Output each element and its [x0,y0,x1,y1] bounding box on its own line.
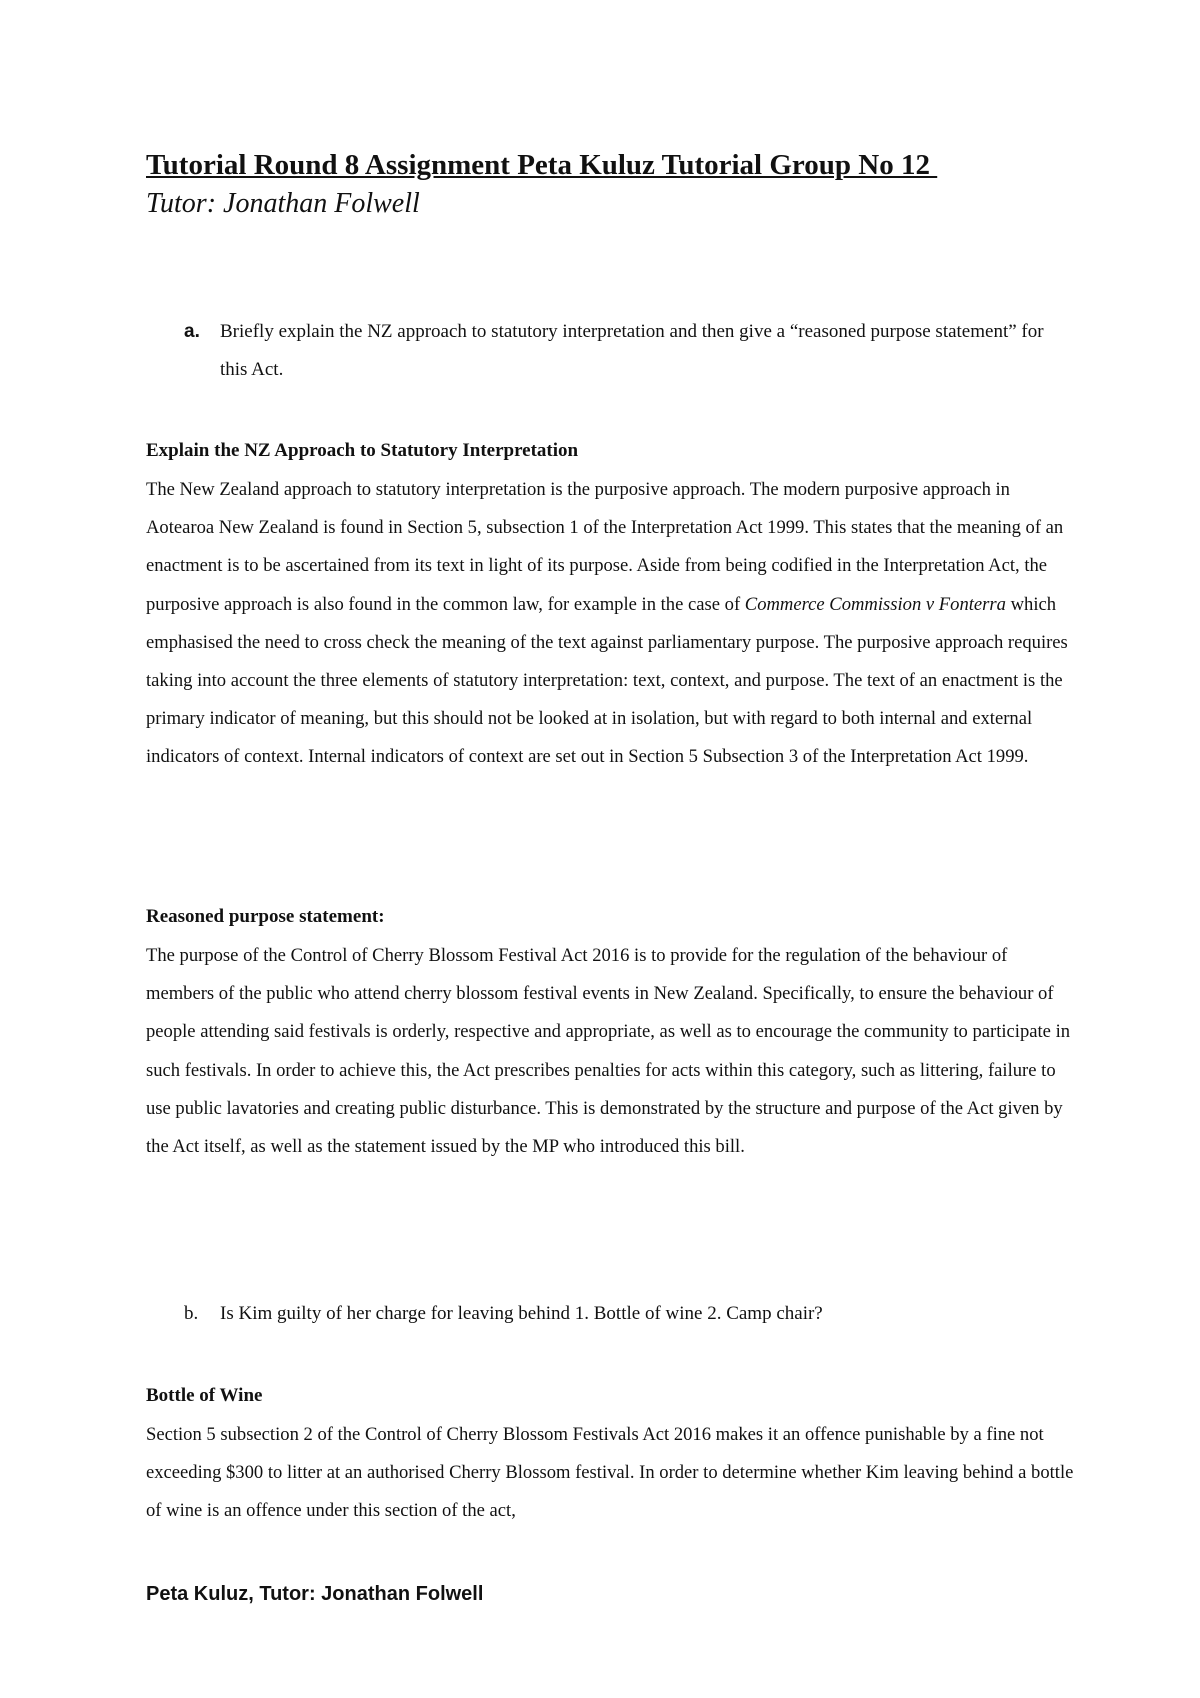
nz-approach-text-2: which emphasised the need to cross check the meaning of the text against parliamentary purpose. The purposive approach requires taking into account the three elements of statutory interpretation: text, context, and purpose. The text of an enactment is the primary indicator of meaning, but this should not be looked at in isolation, but with regard to both internal and external indicators of context. Internal indicators of context are set out in Section 5 Subsection 3 of the Interpretation Act 1999. [146,593,1068,768]
case-name: Commerce Commission v Fonterra [744,593,1006,615]
section-heading-bottle-of-wine: Bottle of Wine [146,1385,263,1406]
question-b [146,1295,1066,1333]
tutor-subtitle: Tutor: Jonathan Folwell [146,188,420,219]
question-a-marker: a. [184,321,200,342]
section-heading-nz-approach: Explain the NZ Approach to Statutory Interpretation [146,440,579,461]
section-body-bottle-of-wine: Section 5 subsection 2 of the Control of Cherry Blossom Festivals Act 2016 makes it an offence punishable by a fine not exceeding $300 to litter at an authorised Cherry Blossom festival. In order to determine whether Kim leaving behind a bottle of wine is an offence under this section of the act, [146,1424,1074,1522]
question-b-marker: b. [184,1303,199,1324]
section-body-nz-approach [146,471,1076,777]
question-a-text: Briefly explain the NZ approach to statutory interpretation and then give a “reasoned purpose statement” for this Act. [220,321,1044,380]
question-a [146,313,1066,389]
nz-approach-text-1: The New Zealand approach to statutory interpretation is the purposive approach. The modern purposive approach in Aotearoa New Zealand is found in Section 5, subsection 1 of the Interpretation Act 1999. This states that the meaning of an enactment is to be ascertained from its text in light of its purpose. Aside from being codified in the Interpretation Act, the purposive approach is also found in the common law, for example in the case of [146,479,1064,615]
section-heading-purpose-statement: Reasoned purpose statement: [146,906,385,927]
section-body-purpose-statement: The purpose of the Control of Cherry Blossom Festival Act 2016 is to provide for the regulation of the behaviour of members of the public who attend cherry blossom festival events in New Zealand. Specifically, to ensure the behaviour of people attending said festivals is orderly, respective and appropriate, as well as to encourage the community to participate in such festivals. In order to achieve this, the Act prescribes penalties for acts within this category, such as littering, failure to use public lavatories and creating public disturbance. This is demonstrated by the structure and purpose of the Act given by the Act itself, as well as the statement issued by the MP who introduced this bill. [146,945,1071,1158]
question-b-text: Is Kim guilty of her charge for leaving behind 1. Bottle of wine 2. Camp chair? [220,1303,823,1324]
page-footer: Peta Kuluz, Tutor: Jonathan Folwell [146,1583,484,1605]
document-title: Tutorial Round 8 Assignment Peta Kuluz Tutorial Group No 12 [146,149,938,181]
